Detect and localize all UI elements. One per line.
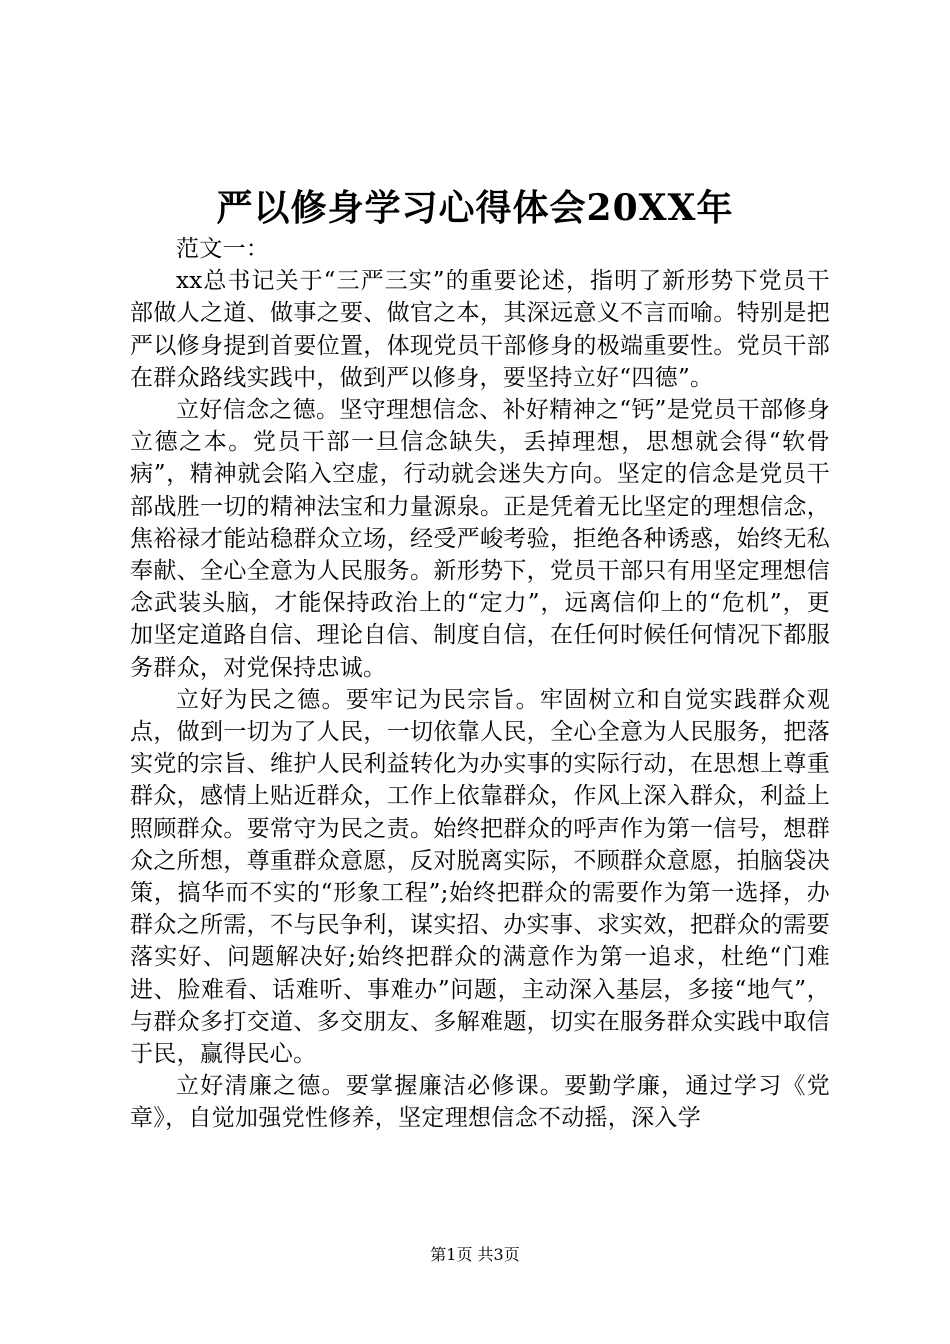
document-body: [130, 233, 830, 1135]
paragraph-1: xx总书记关于“三严三实”的重要论述，指明了新形势下党员干部做人之道、做事之要、做官之本，其深远意义不言而喻。特别是把严以修身提到首要位置，体现党员干部修身的极端重要性。党员干部在群众路线实践中，做到严以修身，要坚持立好“四德”。: [130, 268, 830, 391]
paragraph-2: 立好信念之德。坚守理想信念、补好精神之“钙”是党员干部修身立德之本。党员干部一旦信念缺失，丢掉理想，思想就会得“软骨病”，精神就会陷入空虚，行动就会迷失方向。坚定的信念是党员干部战胜一切的精神法宝和力量源泉。正是凭着无比坚定的理想信念，焦裕禄才能站稳群众立场，经受严峻考验，拒绝各种诱惑，始终无私奉献、全心全意为人民服务。新形势下，党员干部只有用坚定理想信念武装头脑，才能保持政治上的“定力”，远离信仰上的“危机”，更加坚定道路自信、理论自信、制度自信，在任何时候任何情况下都服务群众，对党保持忠诚。: [130, 397, 830, 681]
paragraph-intro: 范文一：: [176, 236, 270, 262]
page-footer: 第1页 共3页: [430, 1245, 520, 1264]
page-title: 严以修身学习心得体会20XX年: [216, 187, 734, 229]
paragraph-4: 立好清廉之德。要掌握廉洁必修课。要勤学廉，通过学习《党章》，自觉加强党性修养，坚定理想信念不动摇，深入学: [130, 1073, 830, 1132]
paragraph-3: 立好为民之德。要牢记为民宗旨。牢固树立和自觉实践群众观点，做到一切为了人民，一切依靠人民，全心全意为人民服务，把落实党的宗旨、维护人民利益转化为办实事的实际行动，在思想上尊重群众，感情上贴近群众，工作上依靠群众，作风上深入群众，利益上照顾群众。要常守为民之责。始终把群众的呼声作为第一信号，想群众之所想，尊重群众意愿，反对脱离实际，不顾群众意愿，拍脑袋决策，搞华而不实的“形象工程”;始终把群众的需要作为第一选择，办群众之所需，不与民争利，谋实招、办实事、求实效，把群众的需要落实好、问题解决好;始终把群众的满意作为第一追求，杜绝“门难进、脸难看、话难听、事难办”问题，主动深入基层，多接“地气”，与群众多打交道、多交朋友、多解难题，切实在服务群众实践中取信于民，赢得民心。: [130, 686, 830, 1068]
